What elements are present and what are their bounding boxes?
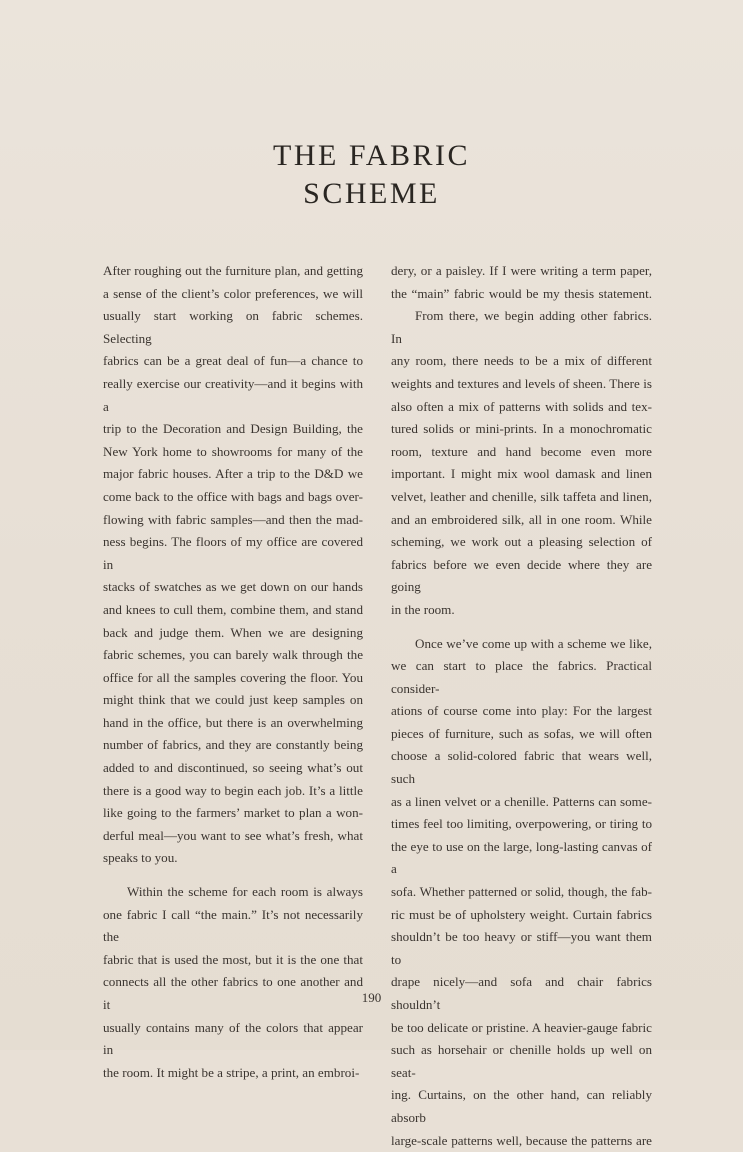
text-line: such as horsehair or chenille holds up well on seat-: [391, 1039, 652, 1084]
text-line: speaks to you.: [103, 847, 363, 870]
text-line: usually start working on fabric schemes. Selecting: [103, 305, 363, 350]
text-line: as a linen velvet or a chenille. Patterns can some-: [391, 791, 652, 814]
right-column: [391, 260, 652, 1152]
text-line: stacks of swatches as we get down on our hands: [103, 576, 363, 599]
text-line: scheming, we work out a pleasing selection of: [391, 531, 652, 554]
text-line: sofa. Whether patterned or solid, though, the fab-: [391, 881, 652, 904]
text-line: large-scale patterns well, because the patterns are: [391, 1130, 652, 1152]
text-line: be too delicate or pristine. A heavier-gauge fabric: [391, 1017, 652, 1040]
text-line: fabric schemes, you can barely walk through the: [103, 644, 363, 667]
text-line: flowing with fabric samples—and then the mad-: [103, 509, 363, 532]
text-line: fabrics before we even decide where they are going: [391, 554, 652, 599]
text-line: really exercise our creativity—and it begins with a: [103, 373, 363, 418]
text-line: any room, there needs to be a mix of different: [391, 350, 652, 373]
text-line: tured solids or mini-prints. In a monochromatic: [391, 418, 652, 441]
text-line: dery, or a paisley. If I were writing a term paper,: [391, 260, 652, 283]
text-line: fabric that is used the most, but it is the one that: [103, 949, 363, 972]
text-line: usually contains many of the colors that appear in: [103, 1017, 363, 1062]
paragraph: [391, 260, 652, 305]
paragraph: [391, 633, 652, 1152]
text-line: and an embroidered silk, all in one room. While: [391, 509, 652, 532]
left-column: [103, 260, 363, 1084]
text-line: a sense of the client’s color preferences, we will: [103, 283, 363, 306]
text-line: major fabric houses. After a trip to the D&D we: [103, 463, 363, 486]
text-line: shouldn’t be too heavy or stiff—you want them to: [391, 926, 652, 971]
text-line: derful meal—you want to see what’s fresh, what: [103, 825, 363, 848]
text-line: ness begins. The floors of my office are covered in: [103, 531, 363, 576]
text-line: ing. Curtains, on the other hand, can reliably absorb: [391, 1084, 652, 1129]
text-line: might think that we could just keep samples on: [103, 689, 363, 712]
text-line: connects all the other fabrics to one another and it: [103, 971, 363, 1016]
text-line: ations of course come into play: For the largest: [391, 700, 652, 723]
text-line: velvet, leather and chenille, silk taffeta and linen,: [391, 486, 652, 509]
text-line: New York home to showrooms for many of the: [103, 441, 363, 464]
text-line: added to and discontinued, so seeing what’s out: [103, 757, 363, 780]
text-line: office for all the samples covering the floor. You: [103, 667, 363, 690]
text-line: Once we’ve come up with a scheme we like,: [391, 633, 652, 656]
text-line: choose a solid-colored fabric that wears well, such: [391, 745, 652, 790]
text-line: Within the scheme for each room is always: [103, 881, 363, 904]
text-line: hand in the office, but there is an overwhelming: [103, 712, 363, 735]
paragraph: [103, 260, 363, 870]
paragraph: [103, 881, 363, 1084]
text-line: like going to the farmers’ market to plan a won-: [103, 802, 363, 825]
text-line: we can start to place the fabrics. Practical consider-: [391, 655, 652, 700]
page-number: 190: [0, 990, 743, 1006]
text-line: the room. It might be a stripe, a print, an embroi-: [103, 1062, 363, 1085]
text-line: number of fabrics, and they are constantly being: [103, 734, 363, 757]
text-line: trip to the Decoration and Design Building, the: [103, 418, 363, 441]
text-line: also often a mix of patterns with solids and tex-: [391, 396, 652, 419]
text-line: and knees to cull them, combine them, and stand: [103, 599, 363, 622]
text-line: one fabric I call “the main.” It’s not necessarily the: [103, 904, 363, 949]
title-line-1: THE FABRIC: [0, 137, 743, 175]
text-line: in the room.: [391, 599, 652, 622]
text-line: important. I might mix wool damask and linen: [391, 463, 652, 486]
text-line: After roughing out the furniture plan, and getting: [103, 260, 363, 283]
text-line: the eye to use on the large, long-lasting canvas of a: [391, 836, 652, 881]
text-line: there is a good way to begin each job. It’s a little: [103, 780, 363, 803]
text-line: fabrics can be a great deal of fun—a chance to: [103, 350, 363, 373]
text-line: back and judge them. When we are designing: [103, 622, 363, 645]
text-line: times feel too limiting, overpowering, or tiring to: [391, 813, 652, 836]
text-line: come back to the office with bags and bags over-: [103, 486, 363, 509]
title-line-2: SCHEME: [0, 175, 743, 213]
text-line: ric must be of upholstery weight. Curtain fabrics: [391, 904, 652, 927]
text-line: weights and textures and levels of sheen. There is: [391, 373, 652, 396]
paragraph: [391, 305, 652, 621]
page-title: [0, 137, 743, 213]
text-line: From there, we begin adding other fabrics. In: [391, 305, 652, 350]
text-line: pieces of furniture, such as sofas, we will often: [391, 723, 652, 746]
text-line: room, texture and hand become even more: [391, 441, 652, 464]
text-line: drape nicely—and sofa and chair fabrics shouldn’t: [391, 971, 652, 1016]
text-line: the “main” fabric would be my thesis statement.: [391, 283, 652, 306]
